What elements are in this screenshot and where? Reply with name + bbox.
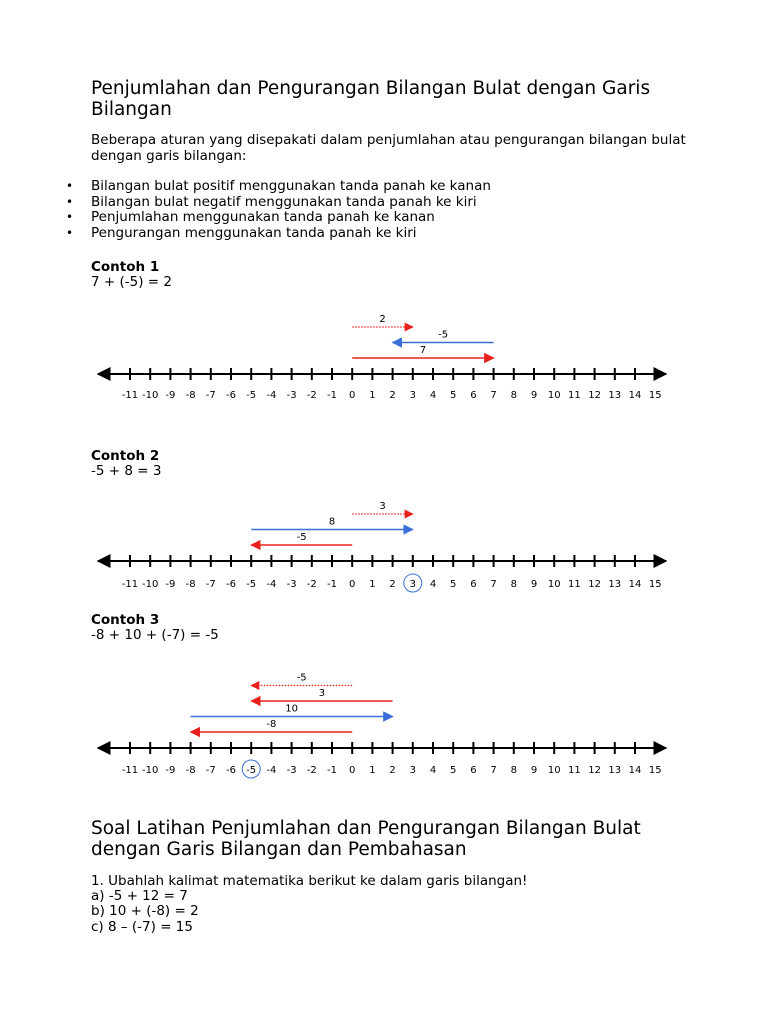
tick-label: 7 <box>490 390 497 401</box>
tick-label: 12 <box>588 765 601 776</box>
tick-label: 11 <box>568 390 581 401</box>
tick-label: -4 <box>266 765 277 776</box>
example-title: Contoh 2 <box>91 448 160 464</box>
tick-label: -1 <box>327 765 337 776</box>
tick-label: -1 <box>327 579 337 590</box>
practice-title: Soal Latihan Penjumlahan dan Pengurangan Bilangan Bulat dengan Garis Bilangan dan Pembahasan <box>91 818 641 860</box>
tick-label: -6 <box>226 765 236 776</box>
tick-label: -4 <box>266 390 277 401</box>
rule-item: • Penjumlahan menggunakan tanda panah ke kanan <box>91 210 691 226</box>
example-equation: -8 + 10 + (-7) = -5 <box>91 627 219 643</box>
tick-label: -11 <box>121 579 139 590</box>
tick-label: 5 <box>450 765 457 776</box>
tick-label: -5 <box>246 390 257 401</box>
example-2-number-line <box>0 490 768 600</box>
tick-label: -7 <box>205 765 216 776</box>
tick-label: 1 <box>369 765 376 776</box>
tick-label: -1 <box>327 390 337 401</box>
tick-label: -6 <box>226 579 236 590</box>
arrow-label: 7 <box>419 345 427 356</box>
tick-label: 14 <box>628 579 642 590</box>
tick-label: 5 <box>450 579 457 590</box>
practice-line: c) 8 – (-7) = 15 <box>91 918 193 935</box>
tick-label: 9 <box>530 765 538 776</box>
tick-label: 10 <box>547 390 561 401</box>
tick-label: 12 <box>588 390 601 401</box>
tick-label: 11 <box>568 579 581 590</box>
tick-label: 3 <box>409 579 416 590</box>
tick-label: 4 <box>429 579 437 590</box>
example-1-number-line <box>0 300 768 410</box>
tick-label: 1 <box>369 579 376 590</box>
tick-label: 4 <box>429 390 437 401</box>
tick-label: 9 <box>530 390 538 401</box>
example-title: Contoh 1 <box>91 259 160 275</box>
tick-label: -11 <box>121 390 139 401</box>
tick-label: 6 <box>470 765 477 776</box>
arrow-label: 10 <box>285 703 298 715</box>
tick-label: 6 <box>470 579 477 590</box>
example-title: Contoh 3 <box>91 612 160 628</box>
tick-label: -9 <box>165 765 176 776</box>
arrow-label: 2 <box>379 314 386 325</box>
tick-label: 0 <box>349 579 356 590</box>
practice-section-title <box>91 818 711 860</box>
tick-label: 0 <box>349 390 356 401</box>
example-3-header <box>91 613 219 643</box>
practice-list <box>91 874 527 935</box>
arrow-label: -8 <box>266 719 277 730</box>
tick-label: 7 <box>490 579 497 590</box>
example-equation: -5 + 8 = 3 <box>91 463 162 479</box>
tick-label: 4 <box>429 765 437 776</box>
tick-label: -2 <box>306 765 317 776</box>
tick-label: -8 <box>185 579 196 590</box>
tick-label: -3 <box>286 765 297 776</box>
tick-label: 10 <box>547 579 561 590</box>
tick-label: 10 <box>547 765 561 776</box>
arrow-label: 8 <box>328 516 336 528</box>
tick-label: 15 <box>648 765 662 776</box>
example-1-header <box>91 260 172 290</box>
tick-label: 13 <box>608 579 622 590</box>
intro-paragraph: Beberapa aturan yang disepakati dalam penjumlahan atau pengurangan bilangan bulat dengan garis bilangan: <box>91 132 686 164</box>
example-equation: 7 + (-5) = 2 <box>91 274 172 290</box>
tick-label: 2 <box>389 390 396 401</box>
tick-label: 11 <box>568 765 581 776</box>
tick-label: 1 <box>369 390 376 401</box>
tick-label: -4 <box>266 579 277 590</box>
rule-item: • Pengurangan menggunakan tanda panah ke kiri <box>91 226 691 242</box>
example-2-header <box>91 449 161 479</box>
tick-label: 8 <box>510 765 517 776</box>
arrow-label: -5 <box>296 532 307 543</box>
tick-label: 2 <box>389 579 396 590</box>
tick-label: -8 <box>185 390 196 401</box>
tick-label: -7 <box>205 390 216 401</box>
page-title: Penjumlahan dan Pengurangan Bilangan Bulat dengan Garis Bilangan <box>91 78 651 120</box>
tick-label: -11 <box>121 765 139 776</box>
tick-label: 6 <box>470 390 477 401</box>
tick-label: 15 <box>648 579 662 590</box>
tick-label: 8 <box>510 390 517 401</box>
tick-label: -10 <box>142 390 159 401</box>
tick-label: 0 <box>349 765 356 776</box>
tick-label: -5 <box>246 765 257 776</box>
tick-label: 15 <box>648 390 662 401</box>
intro-section <box>91 78 691 241</box>
tick-label: -10 <box>142 765 159 776</box>
practice-line: 1. Ubahlah kalimat matematika berikut ke dalam garis bilangan! <box>91 873 528 889</box>
tick-label: -7 <box>205 579 216 590</box>
tick-label: -3 <box>286 390 297 401</box>
tick-label: -6 <box>226 390 236 401</box>
example-3-number-line <box>0 655 768 785</box>
tick-label: -10 <box>142 579 159 590</box>
arrow-label: -5 <box>296 672 307 684</box>
tick-label: -2 <box>306 579 317 590</box>
tick-label: -5 <box>246 579 257 590</box>
tick-label: 12 <box>588 579 601 590</box>
tick-label: 14 <box>628 765 642 776</box>
tick-label: -2 <box>306 390 317 401</box>
tick-label: -8 <box>185 765 196 776</box>
tick-label: 13 <box>608 765 622 776</box>
tick-label: -3 <box>286 579 297 590</box>
tick-label: 3 <box>409 390 416 401</box>
tick-label: 9 <box>530 579 538 590</box>
arrow-label: 3 <box>318 688 326 699</box>
tick-label: 7 <box>490 765 497 776</box>
rules-list <box>91 179 691 241</box>
tick-label: 14 <box>628 390 642 401</box>
tick-label: -9 <box>165 579 176 590</box>
rule-item: • Bilangan bulat negatif menggunakan tanda panah ke kiri <box>91 195 691 211</box>
tick-label: 8 <box>510 579 517 590</box>
rule-item: • Bilangan bulat positif menggunakan tanda panah ke kanan <box>91 179 691 195</box>
arrow-label: 3 <box>379 501 386 512</box>
tick-label: 2 <box>389 765 396 776</box>
arrow-label: -5 <box>438 329 449 341</box>
practice-line: b) 10 + (-8) = 2 <box>91 903 199 920</box>
tick-label: 5 <box>450 390 457 401</box>
tick-label: 13 <box>608 390 622 401</box>
practice-line: a) -5 + 12 = 7 <box>91 888 188 905</box>
tick-label: 3 <box>409 765 416 776</box>
tick-label: -9 <box>165 390 176 401</box>
